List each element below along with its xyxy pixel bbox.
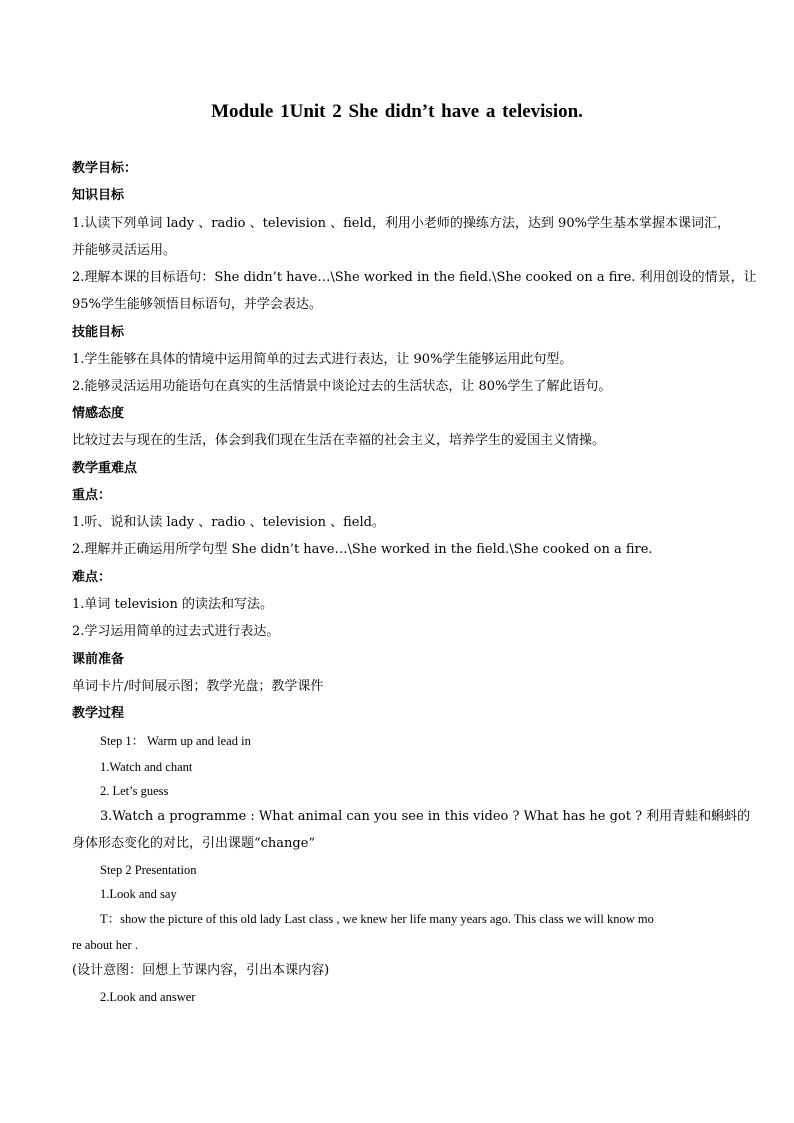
emotion-heading: 情感态度 <box>72 406 125 421</box>
goals-heading: 教学目标： <box>72 161 138 176</box>
knowledge-item-1-cont: 并能够灵活运用。 <box>72 243 177 258</box>
difficult-heading: 难点： <box>72 570 112 585</box>
step1-item-2: 2. Let’s guess <box>100 784 169 798</box>
step2-item-1: 1.Look and say <box>100 887 177 901</box>
prep-heading: 课前准备 <box>72 652 125 667</box>
step1-item-3-cont: 身体形态变化的对比，引出课题“change” <box>72 836 316 851</box>
step1-item-1: 1.Watch and chant <box>100 760 193 774</box>
keypoints-heading: 教学重难点 <box>72 461 138 476</box>
document-title: Module 1Unit 2 She didn’t have a television. <box>211 101 583 122</box>
step2-teacher-line: T：show the picture of this old lady Last class , we knew her life many years ago. This class we will know mo <box>100 912 654 926</box>
emotion-text: 比较过去与现在的生活，体会到我们现在生活在幸福的社会主义，培养学生的爱国主义情操。 <box>72 433 606 448</box>
step1-heading: Step 1： Warm up and lead in <box>100 734 251 748</box>
focus-item-1: 1.听、说和认读 lady 、radio 、television 、field。 <box>72 515 385 530</box>
step2-item-2: 2.Look and answer <box>100 990 196 1004</box>
step2-heading: Step 2 Presentation <box>100 863 197 877</box>
step2-teacher-line-cont: re about her . <box>72 938 138 952</box>
skill-item-2: 2.能够灵活运用功能语句在真实的生活情景中谈论过去的生活状态，让 80%学生了解此语句。 <box>72 379 612 394</box>
knowledge-item-2: 2.理解本课的目标语句：She didn’t have…\She worked in the field.\She cooked on a fire. 利用创设的情景，让 <box>72 270 757 285</box>
skill-item-1: 1.学生能够在具体的情境中运用简单的过去式进行表达，让 90%学生能够运用此句型。 <box>72 352 573 367</box>
difficult-item-2: 2.学习运用简单的过去式进行表达。 <box>72 624 280 639</box>
focus-heading: 重点： <box>72 488 112 503</box>
skill-heading: 技能目标 <box>72 325 125 340</box>
step1-item-3: 3.Watch a programme : What animal can you see in this video ? What has he got ? 利用青蛙和蝌蚪的 <box>100 809 751 824</box>
knowledge-item-2-cont: 95%学生能够领悟目标语句，并学会表达。 <box>72 297 322 312</box>
design-note: (设计意图：回想上节课内容，引出本课内容) <box>72 963 330 978</box>
prep-text: 单词卡片/时间展示图；教学光盘；教学课件 <box>72 679 324 694</box>
focus-item-2: 2.理解并正确运用所学句型 She didn’t have…\She worked in the field.\She cooked on a fire. <box>72 542 653 557</box>
difficult-item-1: 1.单词 television 的读法和写法。 <box>72 597 273 612</box>
knowledge-heading: 知识目标 <box>72 188 125 203</box>
knowledge-item-1: 1.认读下列单词 lady 、radio 、television 、field，利用小老师的操练方法，达到 90%学生基本掌握本课词汇， <box>72 216 730 231</box>
process-heading: 教学过程 <box>72 706 125 721</box>
